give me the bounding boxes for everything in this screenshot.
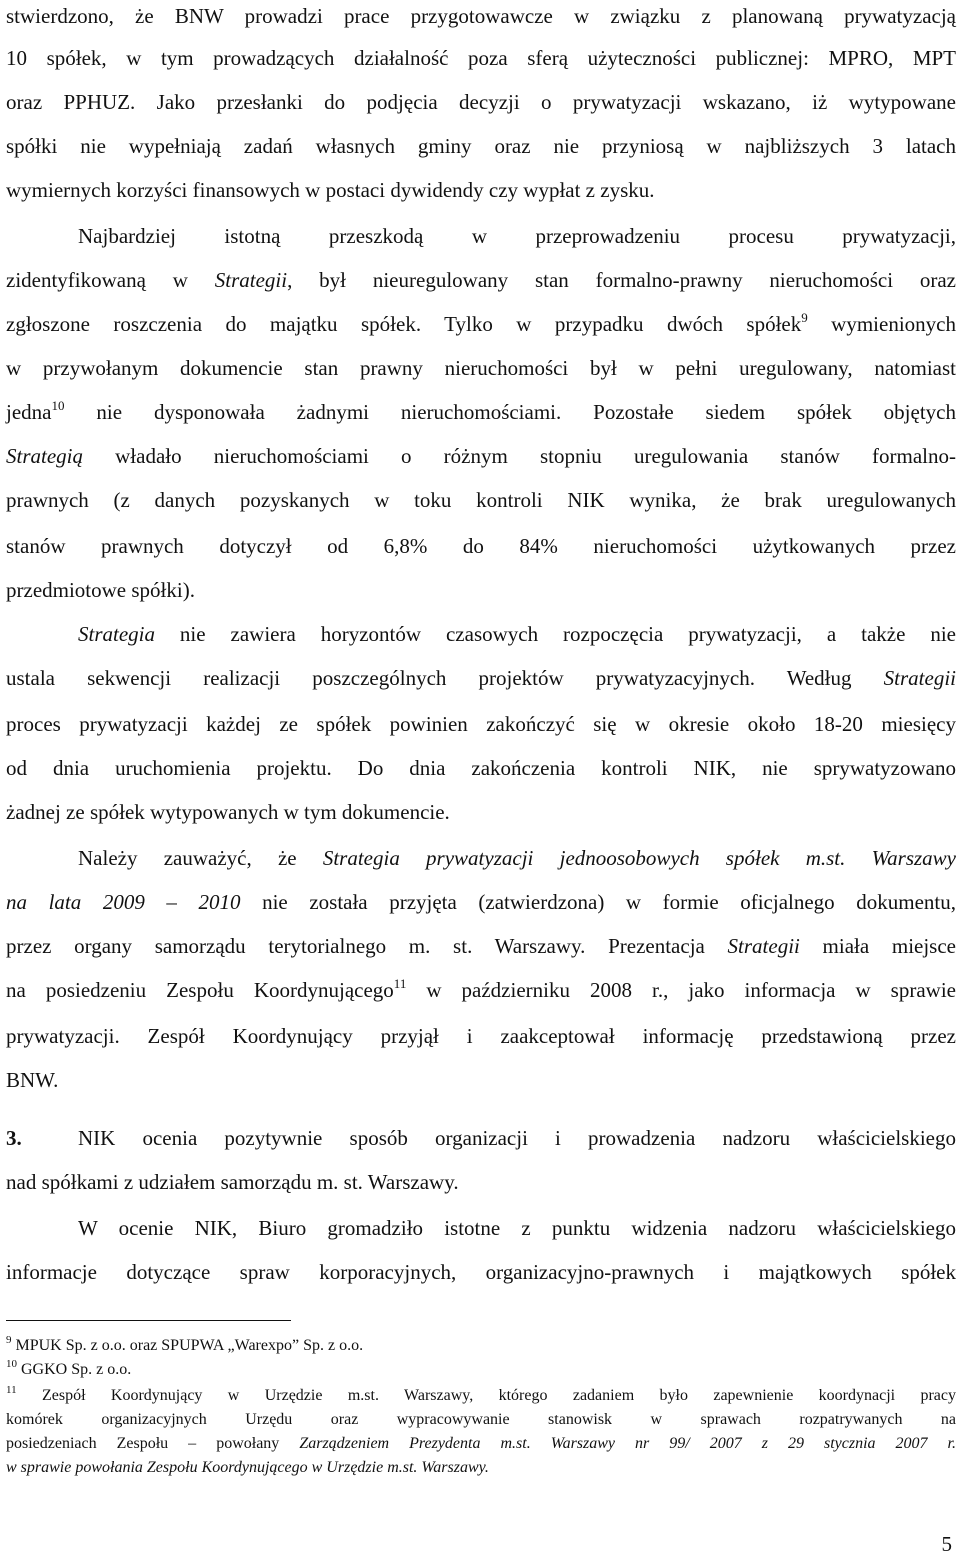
- footnote-text-line: komórek organizacyjnych Urzędu oraz wypracowywanie stanowisk w sprawach rozpatrywanych na: [6, 1411, 956, 1428]
- text-line: informacje dotyczące spraw korporacyjnych, organizacyjno-prawnych i majątkowych spółek: [6, 1260, 956, 1284]
- footnote-ref: 10: [51, 398, 65, 413]
- footnote-ref: 9: [801, 310, 808, 325]
- text-line: proces prywatyzacji każdej ze spółek powinien zakończyć się w okresie około 18-20 miesięcy: [6, 712, 956, 736]
- text-line: na posiedzeniu Zespołu Koordynującego$^{11}$ w październiku 2008 r., jako informacja w sprawie: [6, 976, 956, 1002]
- text-line: 10 spółek, w tym prowadzących działalność poza sferą użyteczności publicznej: MPRO, MPT: [6, 46, 956, 70]
- paragraph-first-line: W ocenie NIK, Biuro gromadziło istotne z punktu widzenia nadzoru właścicielskiego: [78, 1216, 956, 1240]
- text-line: prawnych (z danych pozyskanych w toku kontroli NIK wynika, że brak uregulowanych: [6, 488, 956, 512]
- footnote-10: $^{10}$ GGKO Sp. z o.o.: [6, 1358, 132, 1378]
- footnote-separator: [6, 1320, 291, 1321]
- paragraph-first-line: Najbardziej istotną przeszkodą w przeprowadzeniu procesu prywatyzacji,: [78, 224, 956, 248]
- text-line: wymiernych korzyści finansowych w postaci dywidendy czy wypłat z zysku.: [6, 178, 655, 202]
- text-line: jedna$^{10}$ nie dysponowała żadnymi nieruchomościami. Pozostałe siedem spółek objętych: [6, 398, 956, 424]
- text-line: stanów prawnych dotyczył od 6,8% do 84% nieruchomości użytkowanych przez: [6, 534, 956, 558]
- text-line: na lata 2009 – 2010 nie została przyjęta (zatwierdzona) w formie oficjalnego dokumentu,: [6, 890, 956, 914]
- text-line: oraz PPHUZ. Jako przesłanki do podjęcia decyzji o prywatyzacji wskazano, iż wytypowane: [6, 90, 956, 114]
- text-line: BNW.: [6, 1068, 59, 1092]
- footnote-ref: 11: [393, 976, 407, 991]
- text-line: zgłoszone roszczenia do majątku spółek. Tylko w przypadku dwóch spółek$^9$ wymienionych: [6, 310, 956, 336]
- text-line: ustala sekwencji realizacji poszczególnych projektów prywatyzacyjnych. Według Strategii: [6, 666, 956, 690]
- footnote-11: $^{11}$ Zespół Koordynujący w Urzędzie m.st. Warszawy, którego zadaniem było zapewnienie koordynacji pracy: [6, 1384, 956, 1404]
- text-line: żadnej ze spółek wytypowanych w tym dokumencie.: [6, 800, 450, 824]
- page-number: 5: [941, 1532, 952, 1556]
- text-line: Strategią władało nieruchomościami o różnym stopniu uregulowania stanów formalno-: [6, 444, 956, 468]
- text-line: spółki nie wypełniają zadań własnych gminy oraz nie przyniosą w najbliższych 3 latach: [6, 134, 956, 158]
- text-line: w przywołanym dokumencie stan prawny nieruchomości był w pełni uregulowany, natomiast: [6, 356, 956, 380]
- footnote-text-line: w sprawie powołania Zespołu Koordynującego w Urzędzie m.st. Warszawy.: [6, 1459, 489, 1476]
- paragraph-first-line: Należy zauważyć, że Strategia prywatyzacji jednoosobowych spółek m.st. Warszawy: [78, 846, 957, 870]
- footnote-9: $^9$ MPUK Sp. z o.o. oraz SPUPWA „Warexpo” Sp. z o.o.: [6, 1334, 364, 1354]
- section-heading: NIK ocenia pozytywnie sposób organizacji i prowadzenia nadzoru właścicielskiego: [78, 1126, 956, 1150]
- text-line: od dnia uruchomienia projektu. Do dnia zakończenia kontroli NIK, nie sprywatyzowano: [6, 756, 956, 780]
- paragraph-first-line: Strategia nie zawiera horyzontów czasowych rozpoczęcia prywatyzacji, a także nie: [78, 622, 956, 646]
- text-line: nad spółkami z udziałem samorządu m. st. Warszawy.: [6, 1170, 459, 1194]
- footnote-text-line: posiedzeniach Zespołu – powołany Zarządzeniem Prezydenta m.st. Warszawy nr 99/ 2007 z 29 stycznia 2007 r.: [6, 1435, 956, 1452]
- section-number: 3.: [6, 1126, 22, 1150]
- text-line: prywatyzacji. Zespół Koordynujący przyjął i zaakceptował informację przedstawioną przez: [6, 1024, 956, 1048]
- text-line: przedmiotowe spółki).: [6, 578, 195, 602]
- text-line: zidentyfikowaną w Strategii, był nieuregulowany stan formalno-prawny nieruchomości oraz: [6, 268, 956, 292]
- text-line: przez organy samorządu terytorialnego m. st. Warszawy. Prezentacja Strategii miała miejsce: [6, 934, 956, 958]
- text-line: stwierdzono, że BNW prowadzi prace przygotowawcze w związku z planowaną prywatyzacją: [6, 4, 956, 28]
